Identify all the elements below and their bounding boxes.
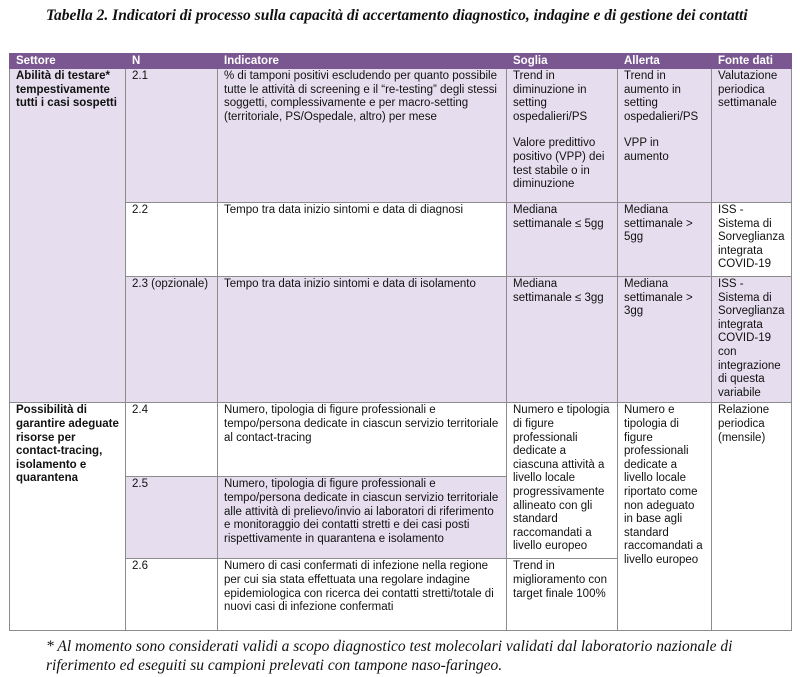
n-cell: 2.5	[126, 477, 218, 559]
indicatore-cell: % di tamponi positivi escludendo per quanto possibile tutte le attività di screening e il “re-testing” degli stessi soggetti, complessivamente e per macro-setting (territoriale, PS/Ospedale, altro) per mese	[218, 69, 507, 203]
footnote: * Al momento sono considerati validi a scopo diagnostico test molecolari validati dal laboratorio nazionale di riferimento ed eseguiti su campioni prelevati con tampone naso-faringeo.	[46, 638, 733, 674]
n-cell: 2.6	[126, 559, 218, 631]
table-row	[10, 277, 792, 403]
fonte-cell: Relazione periodica (mensile)	[712, 403, 792, 631]
header-row	[10, 54, 792, 69]
table-title: Tabella 2. Indicatori di processo sulla capacità di accertamento diagnostico, indagine e di gestione dei contatti	[46, 7, 748, 24]
n-cell: 2.3 (opzionale)	[126, 277, 218, 403]
indicatore-cell: Tempo tra data inizio sintomi e data di isolamento	[218, 277, 507, 403]
indicatore-cell: Numero, tipologia di figure professionali e tempo/persona dedicate in ciascun servizio territoriale alle attività di prelievo/invio ai laboratori di riferimento e monitoraggio dei contatti stretti e dei casi posti rispettivamente in quarantena e isolamento	[218, 477, 507, 559]
fonte-cell: ISS - Sistema di Sorveglianza integrata COVID-19 con integrazione di questa variabile	[712, 277, 792, 403]
soglia-cell	[507, 69, 618, 203]
allerta-text: Trend in aumento in setting ospedalieri/PS	[624, 70, 699, 123]
soglia-cell: Mediana settimanale ≤ 5gg	[507, 203, 618, 277]
n-cell: 2.4	[126, 403, 218, 477]
header-allerta: Allerta	[618, 54, 712, 69]
header-soglia: Soglia	[507, 54, 618, 69]
settore-cell: Abilità di testare* tempestivamente tutti i casi sospetti	[10, 69, 126, 403]
indicatore-cell: Tempo tra data inizio sintomi e data di diagnosi	[218, 203, 507, 277]
fonte-cell: Valutazione periodica settimanale	[712, 69, 792, 203]
indicatore-cell: Numero, tipologia di figure professionali e tempo/persona dedicate in ciascun servizio territoriale al contact-tracing	[218, 403, 507, 477]
header-fonte: Fonte dati	[712, 54, 792, 69]
soglia-cell: Numero e tipologia di figure professionali dedicate a ciascuna attività a livello locale progressivamente allineato con gli standard raccomandati a livello europeo	[507, 403, 618, 559]
header-n: N	[126, 54, 218, 69]
table-row	[10, 203, 792, 277]
fonte-cell: ISS - Sistema di Sorveglianza integrata COVID-19	[712, 203, 792, 277]
soglia-cell: Trend in miglioramento con target finale 100%	[507, 559, 618, 631]
allerta-cell	[618, 69, 712, 203]
allerta-text: VPP in aumento	[624, 137, 669, 163]
indicators-table	[9, 53, 792, 631]
soglia-text: Trend in diminuzione in setting ospedalieri/PS	[513, 70, 588, 123]
allerta-cell: Mediana settimanale > 5gg	[618, 203, 712, 277]
soglia-text: Valore predittivo positivo (VPP) dei test stabile o in diminuzione	[513, 137, 605, 191]
allerta-cell: Numero e tipologia di figure professionali dedicate a livello locale riportato come non adeguato in base agli standard raccomandati a livello europeo	[618, 403, 712, 631]
header-settore: Settore	[10, 54, 126, 69]
header-indicatore: Indicatore	[218, 54, 507, 69]
soglia-cell: Mediana settimanale ≤ 3gg	[507, 277, 618, 403]
n-cell: 2.1	[126, 69, 218, 203]
allerta-cell: Mediana settimanale > 3gg	[618, 277, 712, 403]
settore-cell: Possibilità di garantire adeguate risorse per contact-tracing, isolamento e quarantena	[10, 403, 126, 631]
indicatore-cell: Numero di casi confermati di infezione nella regione per cui sia stata effettuata una regolare indagine epidemiologica con ricerca dei contatti stretti/totale di nuovi casi di infezione confermati	[218, 559, 507, 631]
table-row	[10, 403, 792, 477]
table-row	[10, 69, 792, 203]
n-cell: 2.2	[126, 203, 218, 277]
